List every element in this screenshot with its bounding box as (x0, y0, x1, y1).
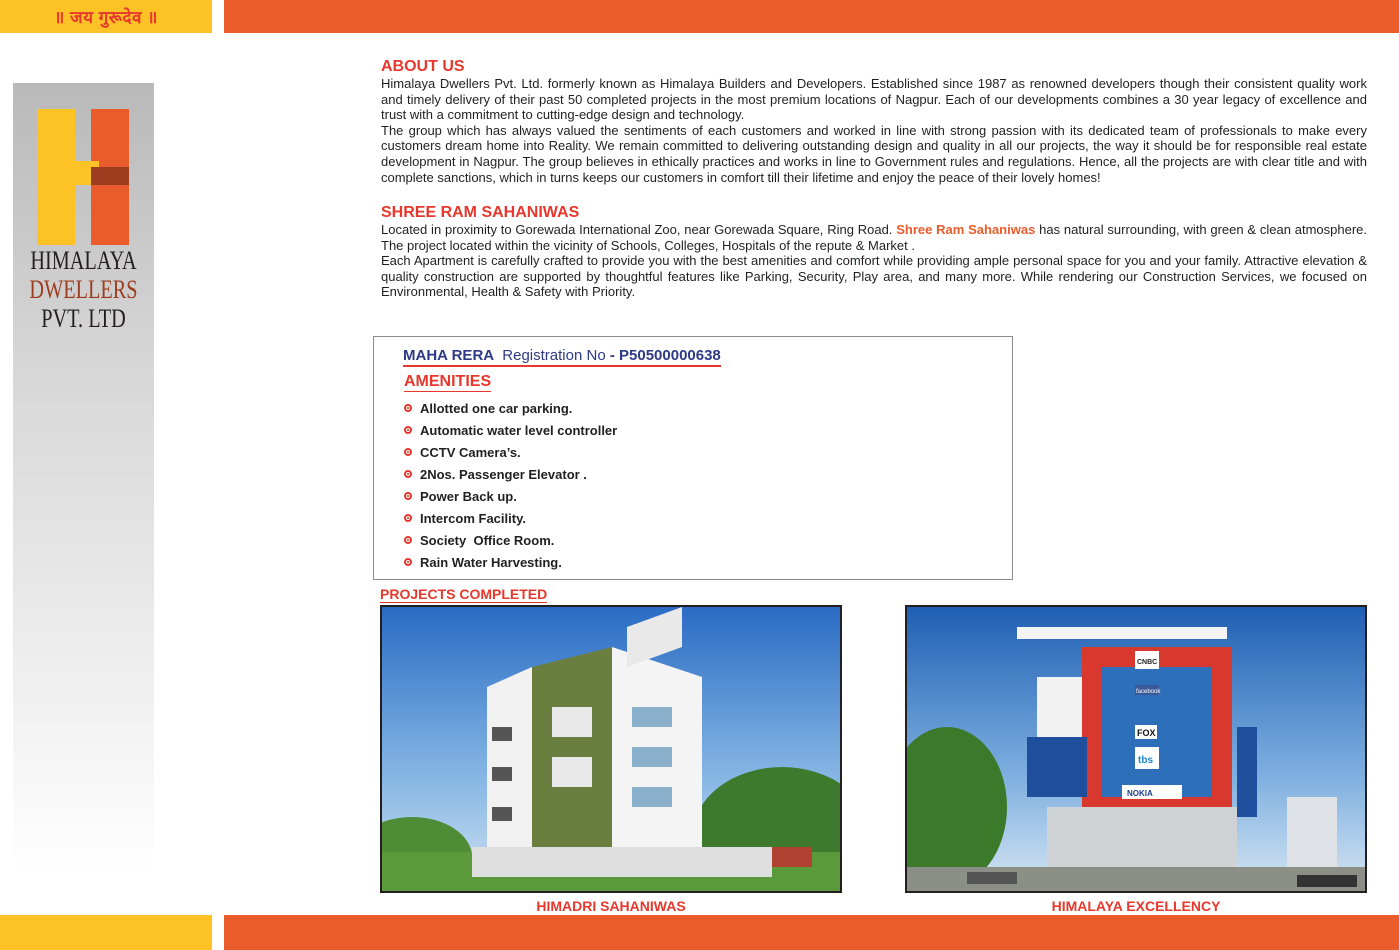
amenity-text: Intercom Facility. (420, 510, 526, 526)
top-bar-right (224, 0, 1399, 33)
sign-cnbc: CNBC (1137, 659, 1158, 666)
bottom-bar-left (0, 915, 212, 950)
project-photo-excellency (905, 605, 1367, 893)
projects-completed-heading: PROJECTS COMPLETED (380, 586, 548, 602)
building-photo-1 (382, 607, 840, 891)
list-item (404, 441, 617, 463)
amenity-text: Society Office Room. (420, 532, 555, 548)
project-p1-highlight: Shree Ram Sahaniwas (896, 222, 1036, 237)
list-item (404, 419, 617, 441)
project-section (381, 203, 1367, 300)
amenity-text: Rain Water Harvesting. (420, 554, 562, 570)
about-paragraph-1: Himalaya Dwellers Pvt. Ltd. formerly known as Himalaya Builders and Developers. Established since 1987 as renowned developers though their consistent quality work and timely delivery of their past 50 completed projects in the most premium locations of Nagpur. Each of our developments combines a 30 year legacy of excellence and trust with a commitment to cutting-edge design and technology. (381, 76, 1367, 123)
list-item (404, 551, 617, 573)
bullet-icon (404, 514, 412, 522)
project-p1-after: has natural surrounding, with green & clean atmosphere. The project located within the vicinity of Schools, Colleges, Hospitals of the repute & Market . (381, 222, 1367, 253)
project-photo-himadri (380, 605, 842, 893)
header-slogan: ॥ जय गुरूदेव ॥ (54, 8, 158, 27)
bullet-icon (404, 426, 412, 434)
amenity-text: Allotted one car parking. (420, 400, 573, 416)
list-item (404, 463, 617, 485)
logo-line-2: DWELLERS (29, 275, 138, 304)
amenity-text: Power Back up. (420, 488, 517, 504)
amenities-title: AMENITIES (404, 373, 492, 390)
amenities-box (373, 336, 1013, 580)
project-paragraph-1 (381, 222, 1367, 253)
sign-fox: FOX (1137, 728, 1156, 738)
amenity-text: Automatic water level controller (420, 422, 618, 438)
project-p1-before: Located in proximity to Gorewada International Zoo, near Gorewada Square, Ring Road. (381, 222, 893, 237)
rera-reg-number: - P50500000638 (609, 347, 721, 364)
sign-facebook: facebook (1136, 689, 1161, 695)
rera-reg-label: Registration No (502, 347, 606, 364)
list-item (404, 397, 617, 419)
bullet-icon (404, 404, 412, 412)
bullet-icon (404, 492, 412, 500)
building-photo-2 (907, 607, 1365, 891)
himalaya-logo-icon (37, 109, 129, 245)
logo-line-3: PVT. LTD (41, 304, 126, 333)
about-paragraph-2: The group which has always valued the sentiments of each customers and worked in line with strong passion with its dedicated team of professionals to make every customers dream home into Reality. We remain committed to delivering outstanding design and quality in all our projects, the way it should be for responsible real estate development in Nagpur. The group believes in ethically practices and works in line to Government rules and regulations. Hence, all the projects are with clear title and with complete sanctions, which in turns keeps our customers in comfort till their lifetime and enjoy the peace of their lovely homes! (381, 122, 1367, 185)
about-section (381, 57, 1367, 185)
amenities-list (404, 397, 617, 573)
bullet-icon (404, 470, 412, 478)
project-title: SHREE RAM SAHANIWAS (381, 204, 580, 221)
about-title: ABOUT US (381, 58, 465, 75)
amenity-text: CCTV Camera’s. (420, 444, 521, 460)
bullet-icon (404, 536, 412, 544)
list-item (404, 485, 617, 507)
list-item (404, 507, 617, 529)
logo-line-1: HIMALAYA (30, 246, 137, 275)
sign-tbs: tbs (1138, 755, 1153, 766)
rera-registration (403, 347, 721, 367)
caption-himadri-sahaniwas: HIMADRI SAHANIWAS (536, 898, 686, 914)
bullet-icon (404, 558, 412, 566)
amenity-text: 2Nos. Passenger Elevator . (420, 466, 587, 482)
rera-label: MAHA RERA (403, 347, 495, 364)
bullet-icon (404, 448, 412, 456)
sign-nokia: NOKIA (1127, 789, 1153, 798)
list-item (404, 529, 617, 551)
bottom-bar-right (224, 915, 1399, 950)
project-paragraph-2: Each Apartment is carefully crafted to provide you with the best amenities and comfort while providing ample personal space for you and your family. Attractive elevation & quality construction are supported by thoughtful features like Parking, Security, Play area, and many more. While rendering our Construction Services, we focused on Environmental, Health & Safety with Priority. (381, 253, 1367, 300)
caption-himalaya-excellency: HIMALAYA EXCELLENCY (1051, 898, 1221, 914)
